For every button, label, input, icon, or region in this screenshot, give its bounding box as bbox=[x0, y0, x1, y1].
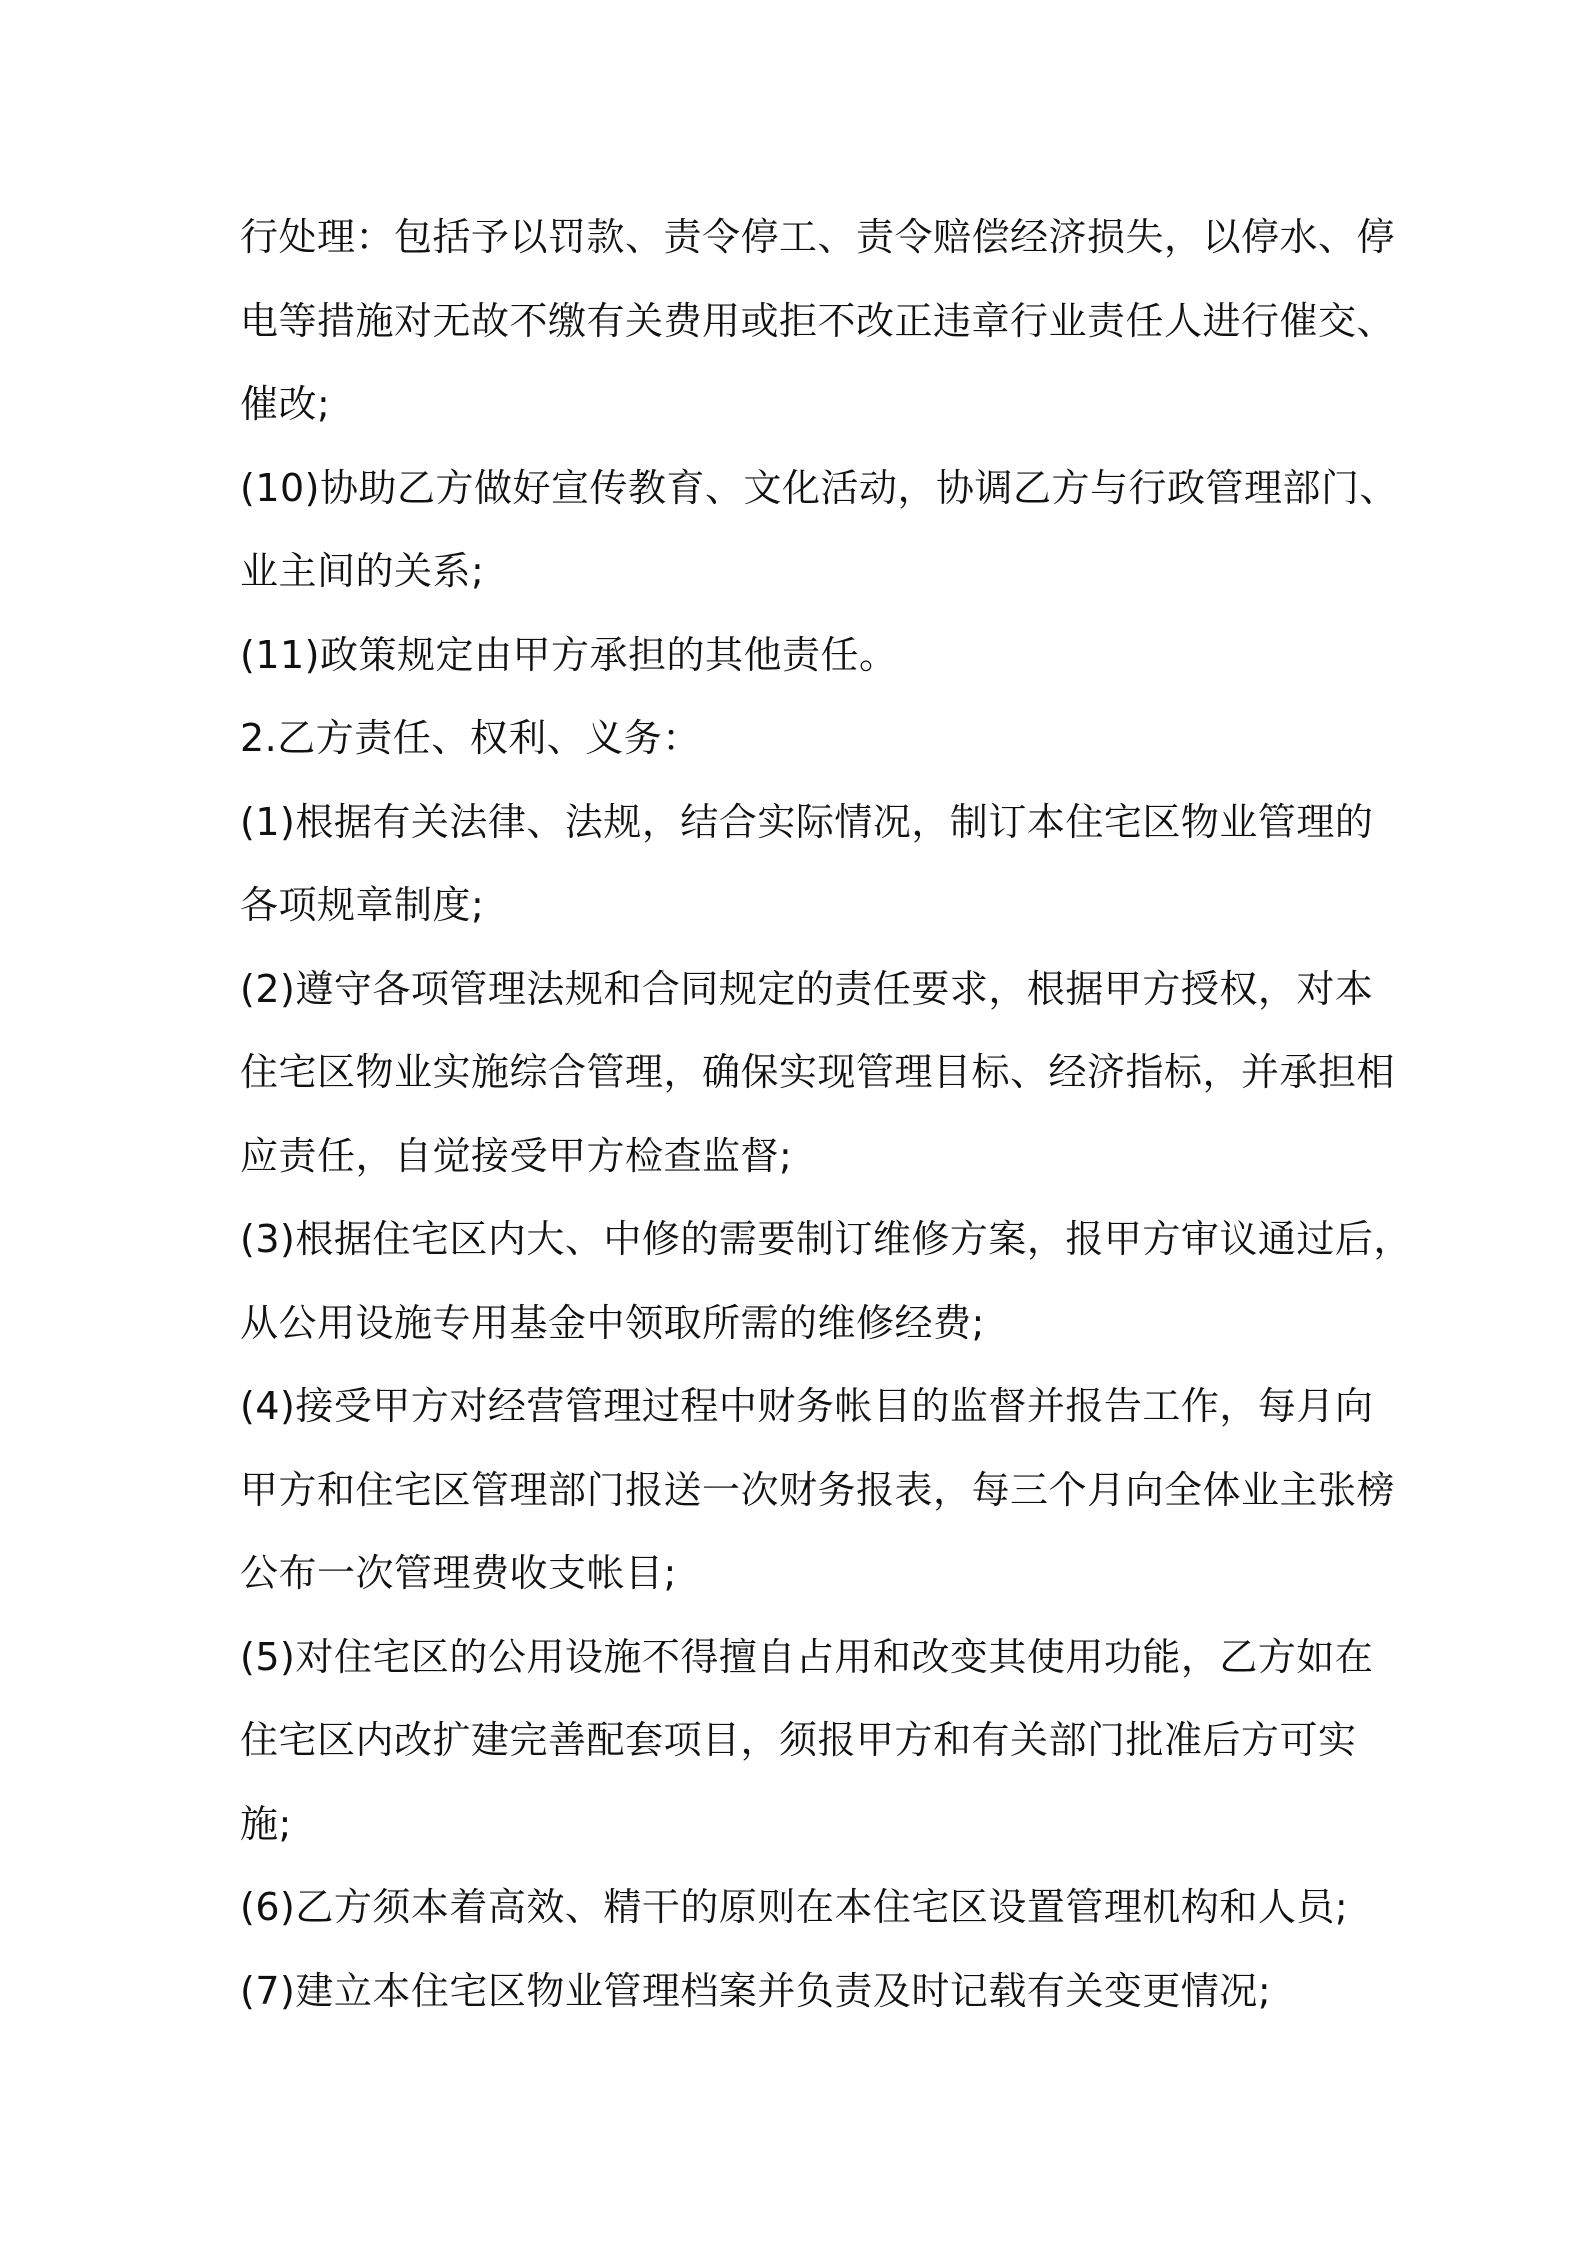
text-line: 住宅区物业实施综合管理，确保实现管理目标、经济指标，并承担相 bbox=[240, 1050, 1396, 1094]
text-line: 从公用设施专用基金中领取所需的维修经费; bbox=[240, 1300, 985, 1345]
text-line: (5)对住宅区的公用设施不得擅自占用和改变其使用功能，乙方如在 bbox=[240, 1634, 1374, 1679]
text-line: (7)建立本住宅区物业管理档案并负责及时记载有关变更情况; bbox=[240, 1968, 1272, 2013]
text-line: 各项规章制度; bbox=[240, 883, 485, 927]
text-line: (11)政策规定由甲方承担的其他责任。 bbox=[240, 632, 898, 677]
section-heading: 2.乙方责任、权利、义务： bbox=[240, 716, 701, 760]
text-line: 应责任，自觉接受甲方检查监督; bbox=[240, 1133, 793, 1178]
text-line: 公布一次管理费收支帐目; bbox=[240, 1551, 677, 1595]
text-line: (3)根据住宅区内大、中修的需要制订维修方案，报甲方审议通过后， bbox=[240, 1217, 1412, 1261]
text-line: (10)协助乙方做好宣传教育、文化活动，协调乙方与行政管理部门、 bbox=[240, 465, 1399, 510]
text-line: 甲方和住宅区管理部门报送一次财务报表，每三个月向全体业主张榜 bbox=[240, 1467, 1396, 1512]
document-body bbox=[240, 196, 1412, 2033]
text-line: 催改; bbox=[240, 382, 331, 426]
text-line: 施; bbox=[240, 1801, 292, 1846]
text-line: 业主间的关系; bbox=[240, 549, 485, 593]
text-line: (4)接受甲方对经营管理过程中财务帐目的监督并报告工作，每月向 bbox=[240, 1384, 1374, 1428]
text-line: 电等措施对无故不缴有关费用或拒不改正违章行业责任人进行催交、 bbox=[240, 298, 1396, 343]
text-line: (1)根据有关法律、法规，结合实际情况，制订本住宅区物业管理的 bbox=[240, 799, 1374, 844]
text-line: 行处理：包括予以罚款、责令停工、责令赔偿经济损失，以停水、停 bbox=[240, 215, 1396, 259]
text-line: (6)乙方须本着高效、精干的原则在本住宅区设置管理机构和人员; bbox=[240, 1885, 1349, 1929]
text-line: 住宅区内改扩建完善配套项目，须报甲方和有关部门批准后方可实 bbox=[240, 1718, 1357, 1762]
text-line: (2)遵守各项管理法规和合同规定的责任要求，根据甲方授权，对本 bbox=[240, 966, 1374, 1011]
